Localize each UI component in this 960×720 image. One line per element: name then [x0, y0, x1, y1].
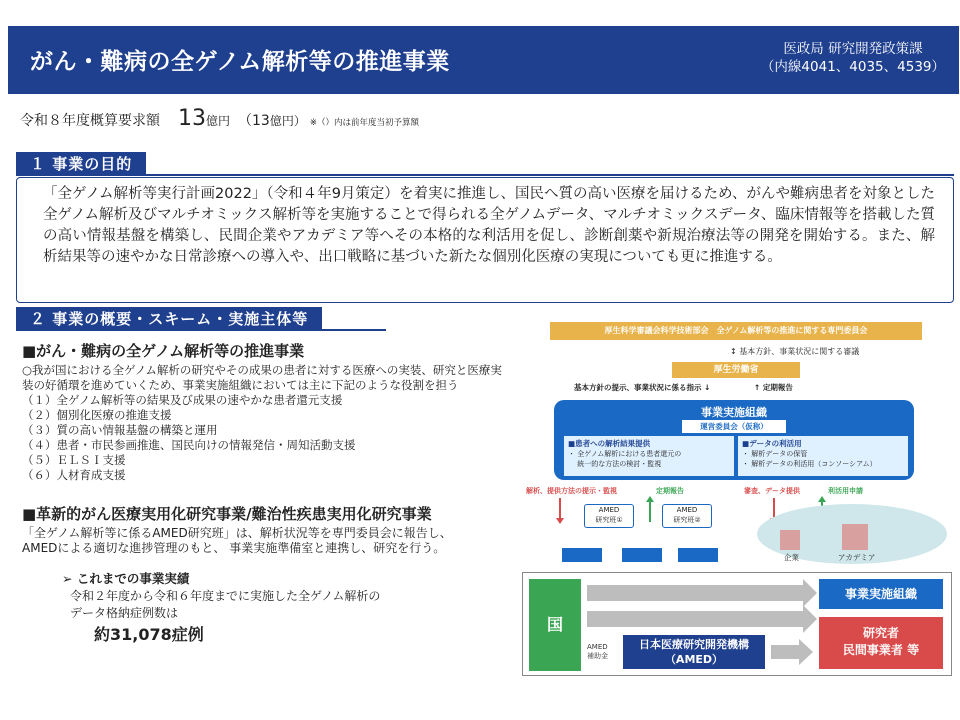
- patient-head: ■患者への解析結果提供: [568, 439, 651, 448]
- policy-present-label: 基本方針の提示、事業状況に係る指示 ↓: [574, 383, 711, 392]
- purpose-box: [16, 177, 954, 303]
- data-item1: ・ 解析データの保管: [742, 450, 808, 458]
- academia-building-icon: [842, 524, 868, 550]
- results-title: ➢ これまでの事業実績: [62, 571, 190, 586]
- extension-numbers: （内線4041、4035、4539）: [760, 59, 945, 75]
- amed1-label: AMED: [598, 506, 620, 514]
- left-report-label: 定期報告: [656, 487, 684, 495]
- section1-heading: １ 事業の目的: [16, 152, 146, 176]
- academia-label: アカデミア: [838, 553, 876, 562]
- org-title: 事業実施組織: [701, 406, 767, 419]
- budget-prev-unit: 億円）: [269, 114, 306, 128]
- amed-small-text2: 補助金: [587, 652, 608, 660]
- section2-left-column: [22, 340, 512, 645]
- purpose-text: 「全ゲノム解析等実行計画2022」（令和４年9月策定）を着実に推進し、国民へ質の高い医療を届けるため、がんや難病患者を対象とした全ゲノム解析及びマルチオミックス解析等を実施することで得られる全ゲノムデータ、マルチオミックスデータ、臨床情報等を搭載した質の高い情報基盤を構築し、民間企業やアカデミア等へその本格的な利活用を促し、診断創薬や新規治療法等の開発を開始する。また、解析結果等の速やかな日常診療への導入や、出口戦略に基づいた新たな個別化医療の実現についても更に推進する。: [43, 186, 935, 265]
- arrow-right-icon: [587, 579, 817, 607]
- right-apply-label: 利活用申請: [828, 487, 863, 495]
- budget-line: [20, 106, 419, 131]
- subsection2-line1: 「全ゲノム解析等に係るAMED研究班」は、解析状況等を専門委員会に報告し、: [22, 526, 452, 540]
- right-arrow-label: 審査、データ提供: [744, 487, 800, 495]
- arrow-head-icon: [646, 496, 654, 502]
- role-item: （５）ＥＬＳＩ支援: [22, 453, 126, 467]
- amed1-sub: 研究班①: [595, 516, 623, 524]
- company-building-icon: [780, 530, 800, 550]
- budget-amount: 13: [178, 106, 206, 131]
- budget-note: ※（）内は前年度当初予算額: [309, 118, 419, 128]
- department-info: [761, 40, 945, 76]
- budget-prev: （13: [238, 113, 270, 129]
- arrow-head-icon: [556, 518, 564, 524]
- policy-report-text: 基本方針、事業状況に関する審議: [739, 347, 860, 356]
- patient-box: [564, 436, 734, 476]
- subsection1-text: ○我が国における全ゲノム解析の研究やその成果の患者に対する医療への実装、研究と医療実装の好循環を進めていくため、事業実施組織においては主に下記のような役割を担う: [22, 363, 502, 392]
- org-flow-box: 事業実施組織: [819, 579, 943, 609]
- left-arrow-label: 解析、提供方法の提示・監視: [526, 487, 617, 495]
- data-use-box: [738, 436, 908, 476]
- role-item: （４）患者・市民参画推進、国民向けの情報発信・周知活動支援: [22, 438, 356, 452]
- patient-body2: 統一的な方法の検討・監視: [568, 460, 662, 468]
- role-item: （６）人材育成支援: [22, 468, 126, 482]
- patient-body1: ・ 全ゲノム解析における患者還元の: [568, 450, 682, 458]
- amed2-label: AMED: [676, 506, 698, 514]
- hospital-icon: [678, 548, 718, 562]
- regular-report-label: ↑ 定期報告: [754, 383, 793, 392]
- amed-name: 日本医療研究開発機構: [639, 638, 749, 651]
- steering-box: 運営委員会（仮称）: [682, 420, 786, 433]
- arrow-right-icon: [771, 639, 813, 665]
- data-head: ■データの利活用: [742, 439, 802, 448]
- results-count: 約31,078症例: [94, 625, 204, 644]
- scheme-diagram: [522, 318, 952, 564]
- company-label: 企業: [784, 553, 799, 562]
- results-line1: 令和２年度から令和６年度までに実施した全ゲノム解析の: [70, 589, 381, 603]
- section2-heading: ２ 事業の概要・スキーム・実施主体等: [16, 307, 322, 331]
- roles-list: [22, 393, 512, 483]
- policy-report-label: ↕ 基本方針、事業状況に関する審議: [730, 347, 860, 356]
- results-block: [62, 569, 512, 645]
- amed-team-2: [662, 504, 712, 528]
- arrow-head-icon: [818, 496, 826, 502]
- amed2-sub: 研究班②: [673, 516, 701, 524]
- regular-report-text: 定期報告: [762, 383, 793, 392]
- section1-underline: [16, 174, 954, 176]
- researchers-label: 研究者: [862, 626, 899, 640]
- data-item2: ・ 解析データの利活用（コンソーシアム）: [742, 460, 877, 468]
- private-label: 民間事業者 等: [842, 643, 920, 657]
- results-line2: データ格納症例数は: [70, 606, 179, 620]
- mhlw-box: 厚生労働省: [672, 362, 800, 378]
- subsection1-title: ■がん・難病の全ゲノム解析等の推進事業: [22, 342, 305, 360]
- role-item: （２）個別化医療の推進支援: [22, 408, 172, 422]
- department-name: 医政局 研究開発政策課: [783, 41, 923, 57]
- researchers-box: [819, 617, 943, 669]
- subsection2-title: ■革新的がん医療実用化研究事業/難治性疾患実用化研究事業: [22, 505, 432, 523]
- hospital-icon: [562, 548, 602, 562]
- header-banner: [8, 26, 959, 94]
- country-box: 国: [529, 579, 581, 671]
- committee-box: 厚生科学審議会科学技術部会 全ゲノム解析等の推進に関する専門委員会: [550, 322, 922, 340]
- hospital-icon: [622, 548, 662, 562]
- amed-grant-label: [587, 643, 608, 661]
- amed-small-text: AMED: [587, 643, 608, 651]
- arrow-right-icon: [587, 605, 817, 633]
- budget-label: 令和８年度概算要求額: [20, 113, 160, 129]
- budget-unit: 億円: [206, 114, 231, 128]
- amed-team-1: [584, 504, 634, 528]
- policy-present-text: 基本方針の提示、事業状況に係る指示: [574, 383, 702, 392]
- subsection2-line2: AMEDによる適切な進捗管理のもと、 事業実施準備室と連携し、研究を行う。: [22, 540, 446, 555]
- page-title: がん・難病の全ゲノム解析等の推進事業: [30, 49, 450, 75]
- amed-abbr: （AMED）: [664, 653, 724, 666]
- role-item: （１）全ゲノム解析等の結果及び成果の速やかな患者還元支援: [22, 393, 343, 407]
- amed-box: [623, 635, 765, 669]
- funding-flow: [522, 572, 952, 676]
- amed-arrow: [769, 637, 817, 667]
- section2-underline: [16, 329, 386, 331]
- role-item: （３）質の高い情報基盤の構築と運用: [22, 423, 218, 437]
